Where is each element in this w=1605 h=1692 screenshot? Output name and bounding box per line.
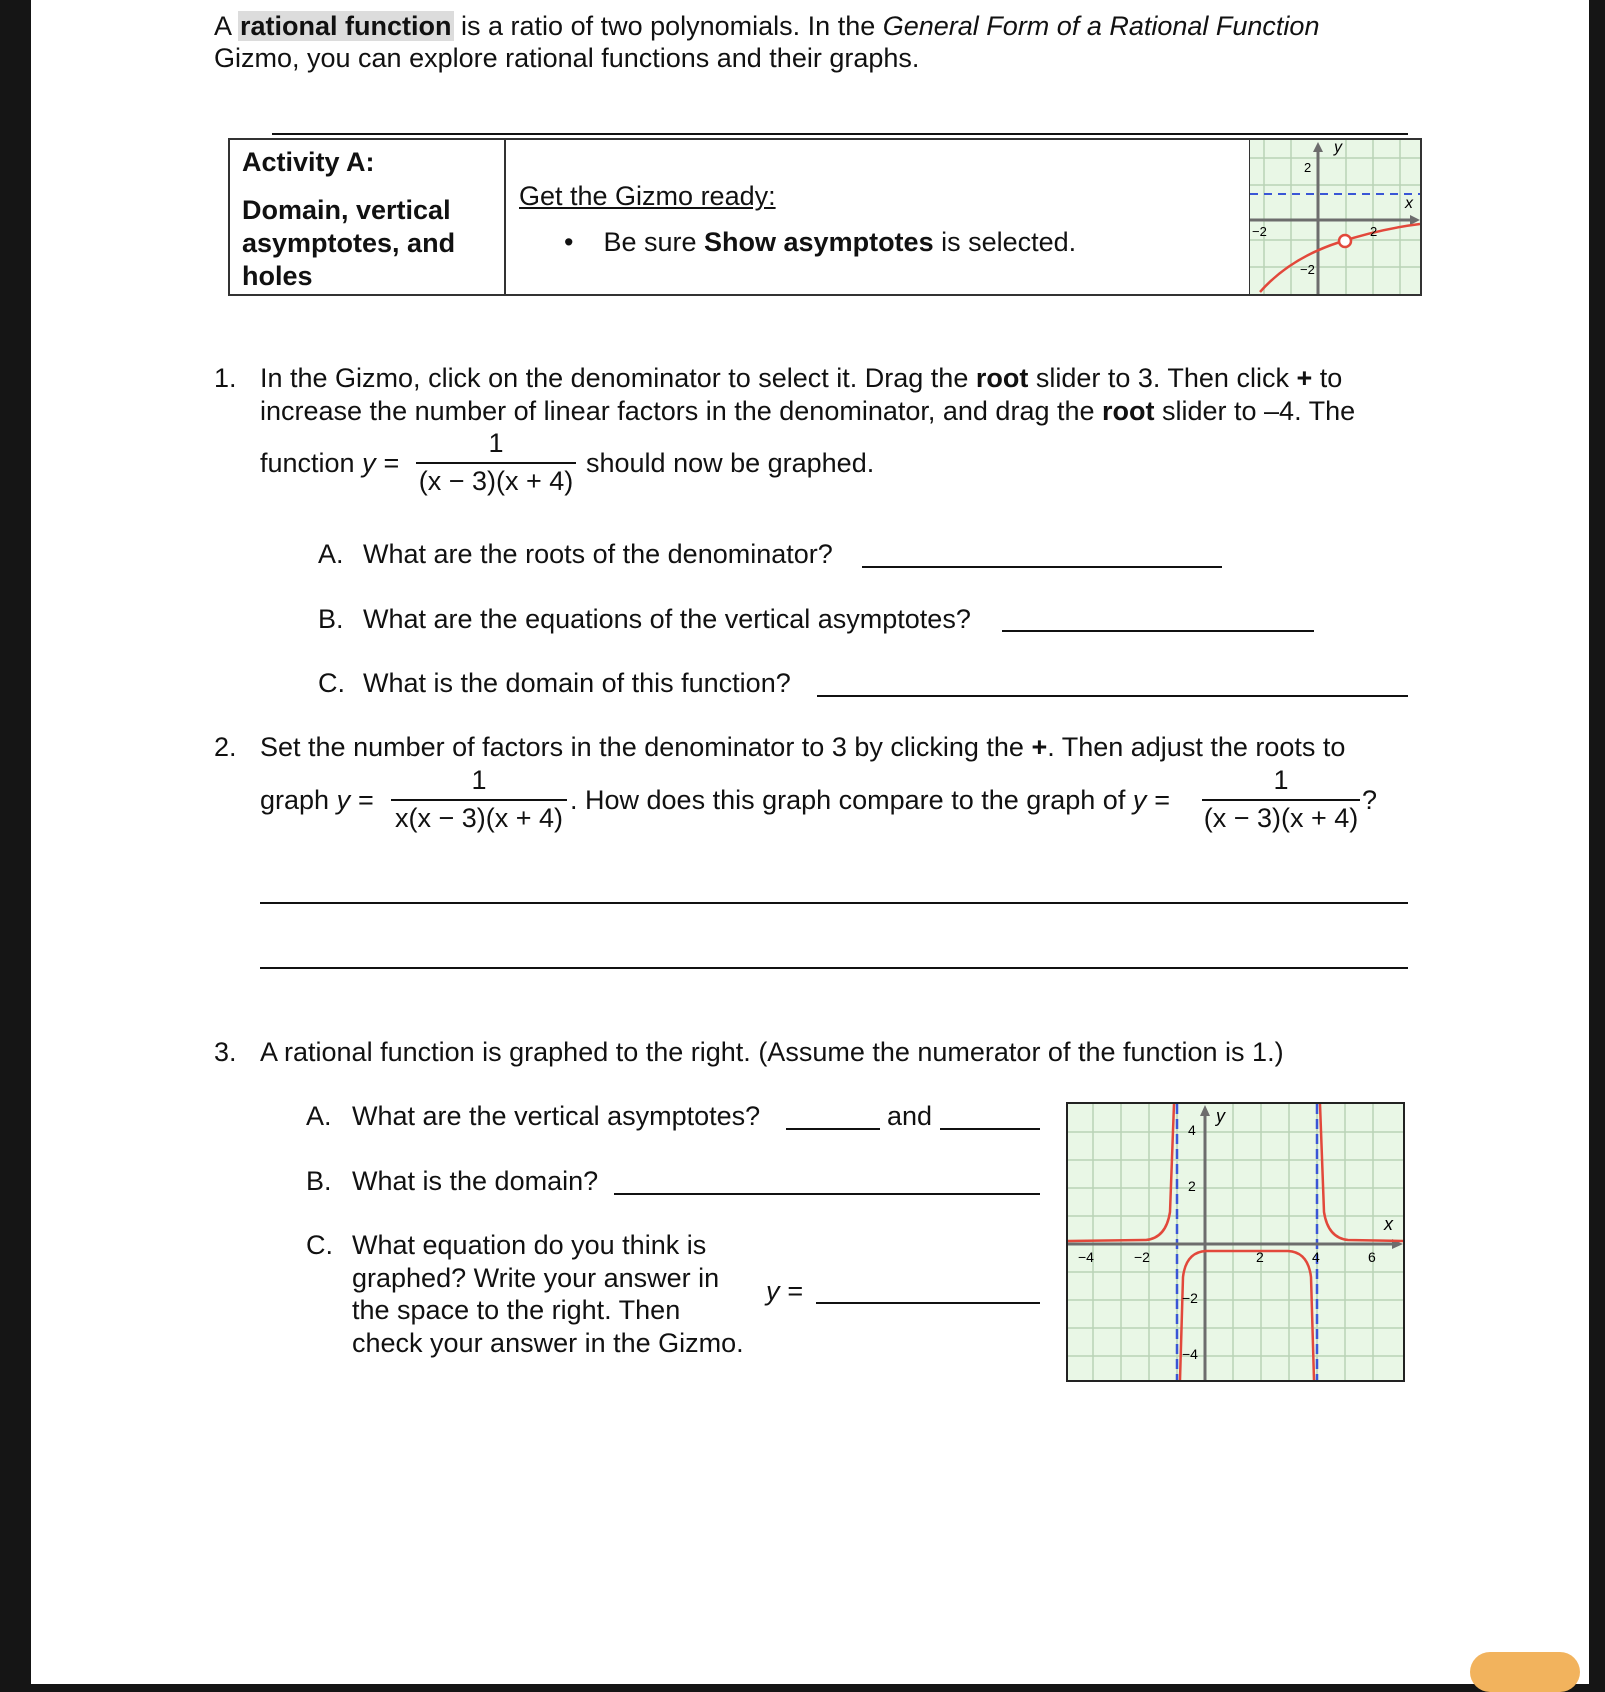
activity-subtitle-1: Domain, vertical xyxy=(242,195,451,225)
mini-tick-x-2: 2 xyxy=(1370,224,1378,239)
q3-ytick-2: 2 xyxy=(1188,1178,1196,1194)
q1b-answer-line[interactable] xyxy=(1002,630,1314,632)
mini-x-label: x xyxy=(1405,195,1413,212)
q1a-letter: A. xyxy=(318,539,344,569)
q2-number: 2. xyxy=(214,732,237,762)
activity-table xyxy=(228,138,1422,296)
mini-graph-bg xyxy=(1250,140,1420,294)
q3c-y-equals: y = xyxy=(766,1276,803,1306)
q1c-answer-line[interactable] xyxy=(817,695,1408,697)
q3c-line-1: What equation do you think is xyxy=(352,1230,707,1260)
q2-answer-line-1[interactable] xyxy=(260,902,1408,904)
q3-ytick-neg2: −2 xyxy=(1182,1290,1198,1306)
q3a-text: What are the vertical asymptotes? xyxy=(352,1101,761,1131)
q3-intro: A rational function is graphed to the right. (Assume the numerator of the function is 1.) xyxy=(260,1037,1284,1067)
q3c-line-3: the space to the right. Then xyxy=(352,1295,681,1325)
q2-answer-line-2[interactable] xyxy=(260,967,1408,969)
q1c-letter: C. xyxy=(318,668,345,698)
q3-number: 3. xyxy=(214,1037,237,1067)
activity-subtitle-2: asymptotes, and xyxy=(242,228,456,258)
q3c-line-2: graphed? Write your answer in xyxy=(352,1263,720,1293)
q1-number: 1. xyxy=(214,363,237,393)
activity-subtitle-3: holes xyxy=(242,261,313,291)
q3a-and: and xyxy=(887,1101,933,1131)
q1-fraction: 1 (x − 3)(x + 4) xyxy=(416,428,576,496)
q3b-answer-line[interactable] xyxy=(614,1193,1040,1195)
q3c-letter: C. xyxy=(306,1230,333,1260)
q3-graph xyxy=(1066,1102,1405,1382)
bullet-show-asymptotes: • Be sure Show asymptotes is selected. xyxy=(564,227,1077,257)
q1-function-tail: should now be graphed. xyxy=(586,448,875,478)
mini-tick-y-neg2: −2 xyxy=(1300,262,1315,277)
q3-xtick-2: 2 xyxy=(1256,1249,1264,1265)
activity-title: Activity A: xyxy=(242,147,375,177)
q3c-line-4: check your answer in the Gizmo. xyxy=(352,1328,744,1358)
q1-line-1: In the Gizmo, click on the denominator to select it. Drag the root slider to 3. Then click + to xyxy=(260,363,1343,393)
q2-fraction-1: 1 x(x − 3)(x + 4) xyxy=(391,765,567,833)
table-divider xyxy=(504,140,506,294)
rational-function-term: rational function xyxy=(240,11,452,41)
app-badge[interactable] xyxy=(1470,1652,1580,1692)
q3-y-label: y xyxy=(1216,1106,1225,1126)
q3-ytick-4: 4 xyxy=(1188,1122,1196,1138)
q1-function-lead: function y = xyxy=(260,448,399,478)
q1a-text: What are the roots of the denominator? xyxy=(363,539,833,569)
gizmo-ready-label: Get the Gizmo ready: xyxy=(519,181,776,211)
mini-tick-x-neg2: −2 xyxy=(1252,224,1267,239)
q3a-letter: A. xyxy=(306,1101,332,1131)
q2-graph-lead: graph y = xyxy=(260,785,374,815)
q3-xtick-4: 4 xyxy=(1312,1249,1320,1265)
q3b-letter: B. xyxy=(306,1166,332,1196)
q3b-text: What is the domain? xyxy=(352,1166,599,1196)
section-rule xyxy=(272,133,1408,135)
q3-xtick-neg4: −4 xyxy=(1078,1249,1094,1265)
q3-x-label: x xyxy=(1384,1214,1393,1234)
q3-graph-frame xyxy=(1067,1103,1404,1381)
intro-line-1: A rational function is a ratio of two polynomials. In the General Form of a Rational Function xyxy=(214,11,1320,41)
mini-y-label: y xyxy=(1334,140,1342,156)
q3-xtick-neg2: −2 xyxy=(1134,1249,1150,1265)
q3a-answer-line-2[interactable] xyxy=(940,1128,1040,1130)
q3a-answer-line-1[interactable] xyxy=(786,1128,880,1130)
q3-xtick-6: 6 xyxy=(1368,1249,1376,1265)
mini-graph xyxy=(1250,140,1420,294)
q3-ytick-neg4: −4 xyxy=(1182,1346,1198,1362)
intro-line-2: Gizmo, you can explore rational functions and their graphs. xyxy=(214,43,920,73)
q1-line-2: increase the number of linear factors in the denominator, and drag the root slider to –4. The xyxy=(260,396,1356,426)
gizmo-name: General Form of a Rational Function xyxy=(882,11,1320,41)
q2-mid-text: . How does this graph compare to the graph of y = xyxy=(570,785,1170,815)
q3c-answer-line[interactable] xyxy=(816,1302,1040,1304)
q1b-text: What are the equations of the vertical asymptotes? xyxy=(363,604,971,634)
q1c-text: What is the domain of this function? xyxy=(363,668,791,698)
mini-hole-point xyxy=(1339,235,1351,247)
q2-question-mark: ? xyxy=(1362,785,1378,815)
q2-line-1: Set the number of factors in the denominator to 3 by clicking the +. Then adjust the roots to xyxy=(260,732,1346,762)
q1a-answer-line[interactable] xyxy=(862,566,1222,568)
q1b-letter: B. xyxy=(318,604,344,634)
q2-fraction-2: 1 (x − 3)(x + 4) xyxy=(1203,765,1359,833)
mini-tick-y-2: 2 xyxy=(1304,160,1312,175)
